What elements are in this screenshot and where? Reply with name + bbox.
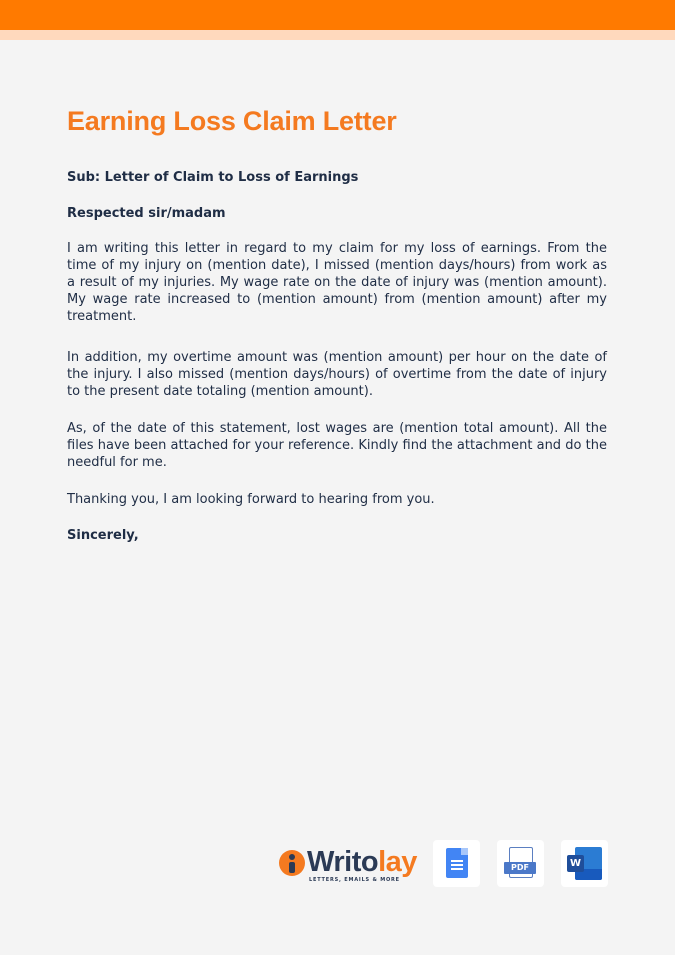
letter-paragraph: In addition, my overtime amount was (mention amount) per hour on the date of the injury. I also missed (mention days/hours) of overtime from the date of injury to the present date totaling (mention amount). xyxy=(67,350,607,399)
brand-wordmark-part2: lay xyxy=(378,846,417,878)
document-lines xyxy=(451,860,463,870)
brand-tagline: LETTERS, EMAILS & MORE xyxy=(309,877,400,883)
pdf-label: PDF xyxy=(504,862,536,874)
letter-greeting: Respected sir/madam xyxy=(67,206,226,221)
letter-closing: Sincerely, xyxy=(67,528,139,543)
brand-wordmark xyxy=(307,845,417,879)
writolay-logo-icon xyxy=(279,850,305,876)
google-docs-download-button[interactable] xyxy=(433,840,480,887)
letter-subject: Sub: Letter of Claim to Loss of Earnings xyxy=(67,170,359,185)
letter-paragraph: Thanking you, I am looking forward to hearing from you. xyxy=(67,492,435,507)
page-title: Earning Loss Claim Letter xyxy=(67,106,397,136)
word-letter: W xyxy=(567,855,584,872)
writolay-logo[interactable] xyxy=(279,845,417,885)
pdf-download-button[interactable] xyxy=(497,840,544,887)
letter-paragraph: I am writing this letter in regard to my claim for my loss of earnings. From the time of my injury on (mention date), I missed (mention days/hours) from work as a result of my injuries. My wage rate on the date of injury was (mention amount). My wage rate increased to (mention amount) from (mention amount) after my treatment. xyxy=(67,241,607,324)
google-docs-icon xyxy=(446,848,468,878)
letter-paragraph: As, of the date of this statement, lost wages are (mention total amount). All the files have been attached for your reference. Kindly find the attachment and do the needful for me. xyxy=(67,421,607,470)
brand-wordmark-part1: Writo xyxy=(307,846,379,878)
header-accent-stripe xyxy=(0,30,675,40)
header-accent-bar xyxy=(0,0,675,30)
word-download-button[interactable] xyxy=(561,840,608,887)
